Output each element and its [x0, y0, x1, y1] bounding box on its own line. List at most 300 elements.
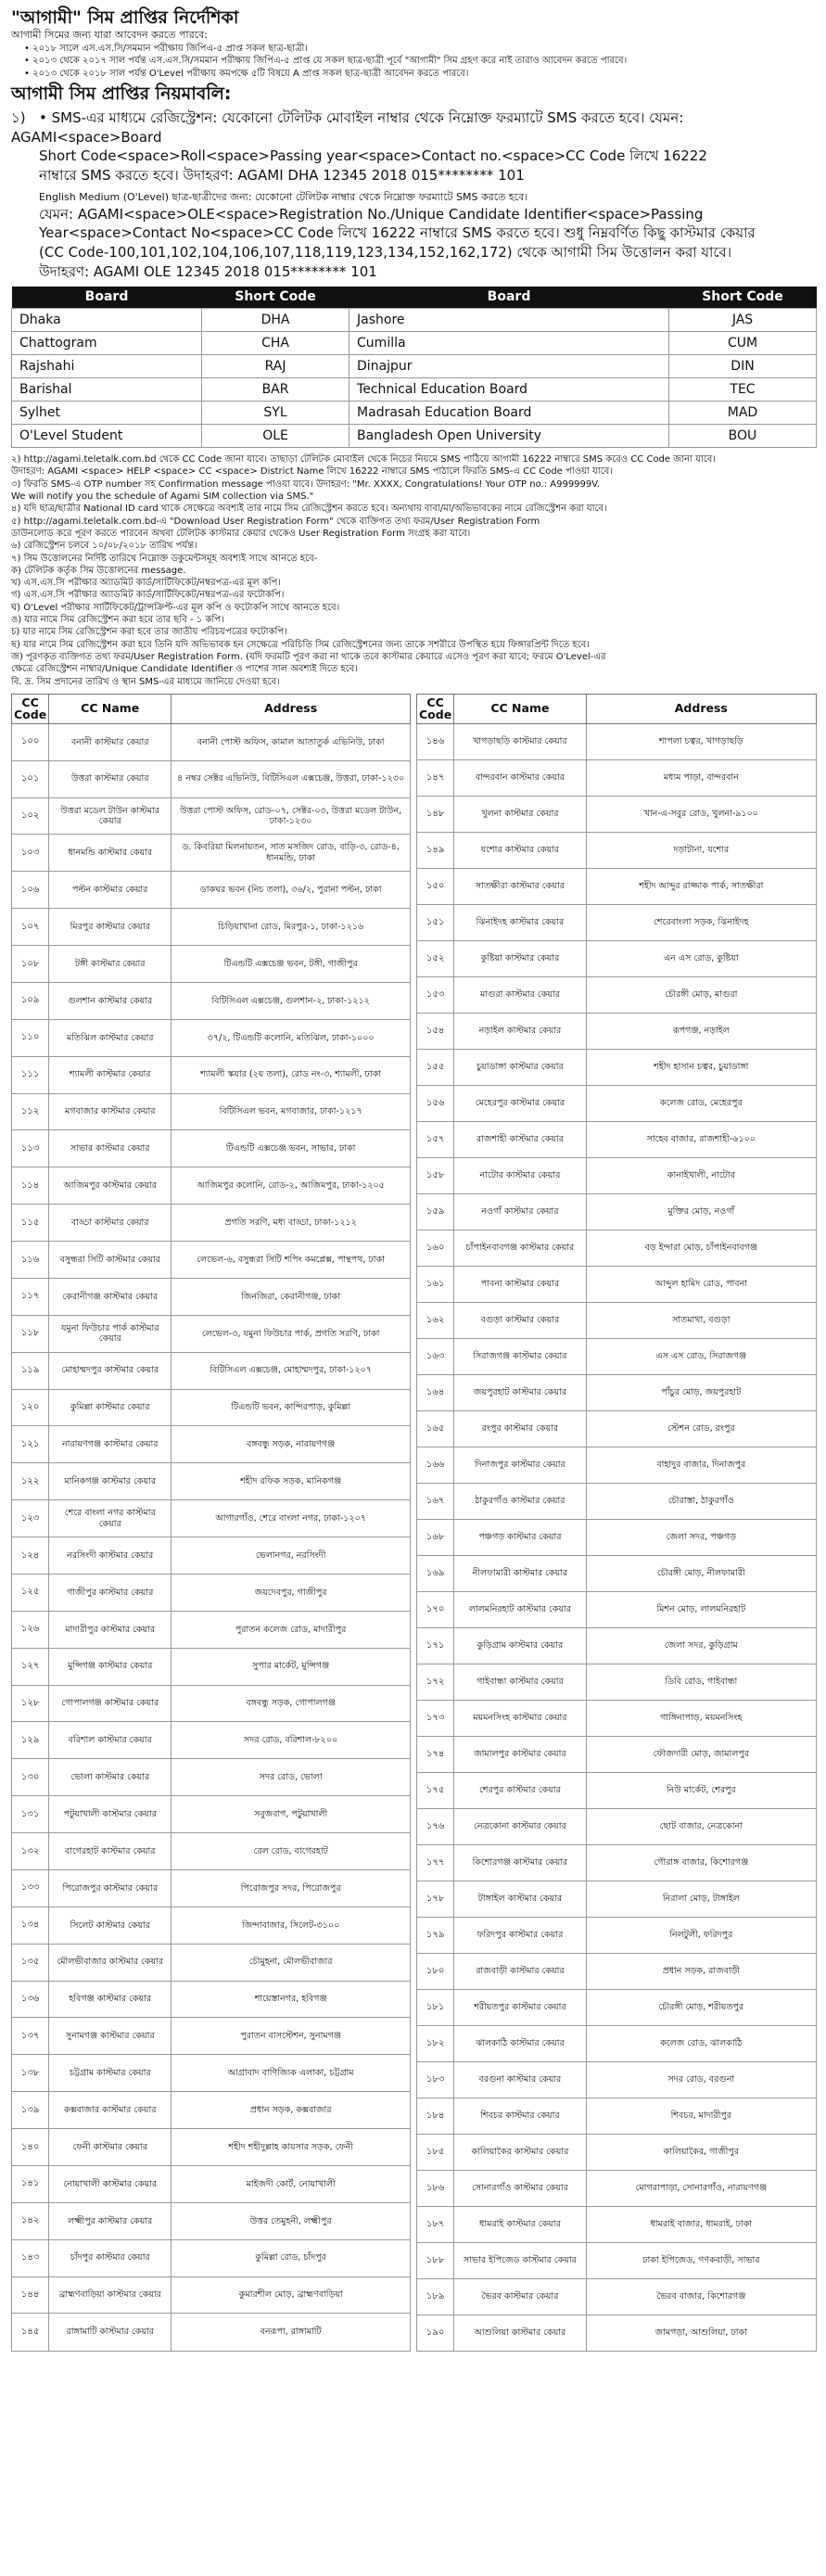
cc-row — [417, 2134, 817, 2170]
cc-address: রূপগঞ্জ, নড়াইল — [586, 1013, 816, 1049]
cc-name: চাঁপাইনবাবগঞ্জ কাস্টমার কেয়ার — [454, 1230, 586, 1266]
header-address: Address — [172, 694, 411, 723]
header-cc-code: CC Code — [12, 694, 49, 723]
cc-code: ১৫৪ — [417, 1013, 454, 1049]
customer-care-table-right — [416, 694, 817, 2352]
cc-code: ১৩৮ — [12, 2055, 49, 2092]
cc-code: ১৩০ — [12, 1759, 49, 1796]
cc-name: নড়াইল কাস্টমার কেয়ার — [454, 1013, 586, 1049]
cc-name: দিনাজপুর কাস্টমার কেয়ার — [454, 1447, 586, 1483]
cc-row — [417, 2061, 817, 2098]
sms-example-line: নাম্বারে SMS করতে হবে। উদাহরণ: AGAMI DHA 12345 2018 015******** 101 — [39, 167, 525, 184]
cc-address: বাহাদুর বাজার, দিনাজপুর — [586, 1447, 816, 1483]
cc-row — [417, 1844, 817, 1881]
cc-address: সদর রোড, ভোলা — [172, 1759, 411, 1796]
cc-code: ১১৯ — [12, 1352, 49, 1389]
cc-code: ১৫৮ — [417, 1157, 454, 1193]
cc-row — [417, 1049, 817, 1085]
cc-name: আশুলিয়া কাস্টমার কেয়ার — [454, 2315, 586, 2351]
board-name: O'Level Student — [12, 425, 202, 448]
cc-row — [417, 1266, 817, 1302]
note-line: ছ) যার নামে সিম রেজিস্ট্রেশন করা হবে তিনি যদি অভিভাবক হন সেক্ষেত্রে পরিচিতি সিম রেজিস্ট্রেশনের জন্য তাকে সশরীরে উপস্থিত হয়ে ফিঙ্গারপ্রিন্ট দিতে হবে। — [11, 639, 590, 650]
cc-address: উত্তরা পোস্ট অফিস, রোড-০৭, সেক্টর-০৩, উত্তরা মডেল টাউন, ঢাকা-১২৩০ — [172, 797, 411, 835]
cc-row — [12, 909, 411, 946]
cc-row — [12, 1833, 411, 1870]
cc-row — [12, 1315, 411, 1352]
cc-name: কুষ্টিয়া কাস্টমার কেয়ার — [454, 940, 586, 976]
cc-code: ১৩৪ — [12, 1906, 49, 1944]
cc-address: শহীদ আব্দুর রাজ্জাক পার্ক, সাতক্ষীরা — [586, 868, 816, 904]
cc-code: ১০৮ — [12, 946, 49, 983]
cc-code: ১৭৮ — [417, 1881, 454, 1917]
board-row — [12, 402, 817, 425]
cc-name: সিরাজগঞ্জ কাস্টমার কেয়ার — [454, 1338, 586, 1374]
cc-code: ১২৮ — [12, 1685, 49, 1722]
cc-name: বরিশাল কাস্টমার কেয়ার — [49, 1722, 172, 1759]
cc-row — [417, 1013, 817, 1049]
cc-code: ১০১ — [12, 760, 49, 797]
cc-code: ১৩২ — [12, 1833, 49, 1870]
cc-name: ঝালকাঠি কাস্টমার কেয়ার — [454, 2025, 586, 2061]
note-line: ক্ষেত্রে রেজিস্ট্রেশন নাম্বার/Unique Candidate Identifier ও পাশের সাল অবশ্যই দিতে হবে। — [11, 664, 358, 675]
cc-code: ১১৩ — [12, 1130, 49, 1167]
cc-code: ১৮৩ — [417, 2061, 454, 2098]
cc-code: ১৩৬ — [12, 1981, 49, 2018]
cc-code: ১৫৫ — [417, 1049, 454, 1085]
cc-name: জামালপুর কাস্টমার কেয়ার — [454, 1736, 586, 1772]
cc-name: ধামরাই কাস্টমার কেয়ার — [454, 2206, 586, 2242]
cc-address: মুক্তির মোড়, নওগাঁ — [586, 1193, 816, 1230]
cc-code: ১৮৬ — [417, 2170, 454, 2206]
cc-address: প্রধান সড়ক, রাজবাড়ী — [586, 1953, 816, 1989]
cc-address: শ্যামলী স্কয়ার (২য় তলা), রোড নং-৩, শ্যামলী, ঢাকা — [172, 1056, 411, 1093]
cc-address: শহীদ হাসান চত্বর, চুয়াডাঙ্গা — [586, 1049, 816, 1085]
cc-code: ১৮২ — [417, 2025, 454, 2061]
cc-code: ১৪৯ — [417, 832, 454, 868]
board-short-code: SYL — [202, 402, 349, 425]
cc-address: পুরাতন কলেজ রোড, মাদারীপুর — [172, 1611, 411, 1648]
cc-address: গাঙ্গিনাপাড়, ময়মনসিংহ — [586, 1700, 816, 1736]
cc-address: শিবচর, মাদারীপুর — [586, 2098, 816, 2134]
cc-code: ১১১ — [12, 1056, 49, 1093]
cc-name: পল্টন কাস্টমার কেয়ার — [49, 872, 172, 909]
cc-row — [12, 835, 411, 872]
board-name: Barishal — [12, 378, 202, 402]
cc-code: ১২৫ — [12, 1574, 49, 1611]
cc-name: কিশোরগঞ্জ কাস্টমার কেয়ার — [454, 1844, 586, 1881]
english-medium-line: English Medium (O'Level) ছাত্র-ছাত্রীদের জন্য: যেকোনো টেলিটক নাম্বার থেকে নিম্নোক্ত ফরম্যাটে SMS করতে হবে। — [39, 190, 528, 203]
cc-address: টিএন্ডটি এক্সচেঞ্জ ভবন, টঙ্গী, গাজীপুর — [172, 946, 411, 983]
cc-row — [12, 1242, 411, 1279]
cc-row — [12, 1205, 411, 1242]
cc-address: লেভেল-৬, বসুন্ধরা সিটি শপিং কমপ্লেক্স, পান্থপথ, ঢাকা — [172, 1242, 411, 1279]
cc-row — [12, 1648, 411, 1685]
instruction-notes — [11, 453, 817, 688]
cc-address: ডাকঘর ভবন (নিচ তলা), ৩৬/২, পুরানা পল্টন, ঢাকা — [172, 872, 411, 909]
cc-name: সোনারগাঁও কাস্টমার কেয়ার — [454, 2170, 586, 2206]
cc-code: ১৮৭ — [417, 2206, 454, 2242]
cc-code: ১০৯ — [12, 982, 49, 1019]
cc-address: ভৈরব বাজার, কিশোরগঞ্জ — [586, 2278, 816, 2315]
board-row — [12, 425, 817, 448]
cc-code: ১৫০ — [417, 868, 454, 904]
cc-code: ১৭৬ — [417, 1808, 454, 1844]
cc-row — [12, 1574, 411, 1611]
cc-name: শরীয়তপুর কাস্টমার কেয়ার — [454, 1989, 586, 2025]
cc-row — [12, 1019, 411, 1056]
cc-row — [12, 1130, 411, 1167]
cc-row — [417, 759, 817, 796]
cc-code: ১৪৩ — [12, 2239, 49, 2276]
cc-code: ১৩৭ — [12, 2018, 49, 2055]
note-line: We will notify you the schedule of Agami SIM collection via SMS." — [11, 491, 314, 503]
note-line: ঘ) O'Level পরীক্ষার সার্টিফিকেট/ট্রান্সক্রিপ্ট-এর মূল কপি ও ফটোকপি সাথে আনতে হবে। — [11, 602, 340, 613]
cc-name: শ্যামলী কাস্টমার কেয়ার — [49, 1056, 172, 1093]
board-name: Dhaka — [12, 309, 202, 332]
cc-row — [417, 976, 817, 1013]
cc-address: এন এস রোড, কুষ্টিয়া — [586, 940, 816, 976]
note-line: গ) এস.এস.সি পরীক্ষার অ্যাডমিট কার্ড/সার্টিফিকেট/নম্বরপত্র-এর ফটোকপি। — [11, 590, 285, 601]
header-board: Board — [349, 287, 669, 308]
cc-name: জয়পুরহাট কাস্টমার কেয়ার — [454, 1374, 586, 1410]
cc-code: ১১২ — [12, 1093, 49, 1130]
cc-name: মতিঝিল কাস্টমার কেয়ার — [49, 1019, 172, 1056]
cc-code-list-line: (CC Code-100,101,102,104,106,107,118,119,123,134,152,162,172) থেকে আগামী সিম উত্তোলন করা যাবে। — [39, 243, 732, 261]
cc-row — [12, 1463, 411, 1500]
cc-code: ১১৪ — [12, 1167, 49, 1205]
cc-code: ১২৬ — [12, 1611, 49, 1648]
cc-address: সদর রোড, বরগুনা — [586, 2061, 816, 2098]
cc-name: বনানী কাস্টমার কেয়ার — [49, 723, 172, 760]
header-board: Board — [12, 287, 202, 308]
cc-code: ১৭০ — [417, 1591, 454, 1627]
cc-row — [417, 1157, 817, 1193]
cc-code: ১১৫ — [12, 1205, 49, 1242]
cc-address: এস এস রোড, সিরাজগঞ্জ — [586, 1338, 816, 1374]
cc-row — [417, 1193, 817, 1230]
cc-name: মৌলভীবাজার কাস্টমার কেয়ার — [49, 1944, 172, 1981]
note-line: ২) http://agami.teletalk.com.bd থেকে CC Code জানা যাবে। তাছাড়া টেলিটক মোবাইল থেকে নিচের নিয়মে SMS পাঠিয়ে আগামী 16222 নাম্বারে SMS করেও CC Code জানা যাবে। — [11, 454, 716, 465]
cc-name: বান্দরবান কাস্টমার কেয়ার — [454, 759, 586, 796]
cc-address: বড় ইন্দারা মোড়, চাঁপাইনবাবগঞ্জ — [586, 1230, 816, 1266]
cc-code: ১২১ — [12, 1426, 49, 1463]
cc-address: জেলা সদর, কুড়িগ্রাম — [586, 1627, 816, 1664]
header-cc-code: CC Code — [417, 694, 454, 723]
note-line: ডাউনলোড করে পূরণ করতে পারবেন অথবা টেলিটক কাস্টমার কেয়ার থেকেও User Registration Form সংগ্রহ করা যাবে। — [11, 528, 471, 539]
cc-code: ১০২ — [12, 797, 49, 835]
cc-address: ডিবি রোড, গাইবান্ধা — [586, 1664, 816, 1700]
cc-address: জয়দেবপুর, গাজীপুর — [172, 1574, 411, 1611]
board-short-code: DIN — [668, 355, 816, 378]
step-1 — [11, 108, 817, 281]
cc-code: ১০৬ — [12, 872, 49, 909]
cc-address: আগ্রাবাদ বাণিজ্যিক এলাকা, চট্টগ্রাম — [172, 2055, 411, 2092]
cc-code: ১৭১ — [417, 1627, 454, 1664]
cc-name: নাটোর কাস্টমার কেয়ার — [454, 1157, 586, 1193]
cc-address: নিউ মার্কেট, শেরপুর — [586, 1772, 816, 1808]
cc-row — [12, 2314, 411, 2351]
cc-row — [12, 760, 411, 797]
cc-address: ঢাকা ইপিজেড, গণকবাড়ী, সাভার — [586, 2242, 816, 2278]
cc-name: কুমিল্লা কাস্টমার কেয়ার — [49, 1389, 172, 1426]
cc-code: ১৮৫ — [417, 2134, 454, 2170]
cc-address: রেল রোড, বাগেরহাট — [172, 1833, 411, 1870]
cc-address: কলেজ রোড, ঝালকাঠি — [586, 2025, 816, 2061]
cc-row — [417, 1121, 817, 1157]
note-line: ৩) ফিরতি SMS-এ OTP number সহ Confirmation message পাওয়া যাবে। উদাহরণ: "Mr. XXXX, Congratulations! Your OTP no.: A999999V. — [11, 478, 600, 490]
cc-name: খুলনা কাস্টমার কেয়ার — [454, 796, 586, 832]
cc-address: দড়াটানা, যশোর — [586, 832, 816, 868]
cc-address: মাইজদী কোর্ট, নোয়াখালী — [172, 2165, 411, 2202]
cc-address: ফৌজদারী মোড়, জামালপুর — [586, 1736, 816, 1772]
customer-care-table-left — [11, 694, 411, 2352]
cc-row — [417, 2206, 817, 2242]
cc-row — [12, 1167, 411, 1205]
step-1-number: ১) — [11, 108, 26, 126]
cc-row — [417, 1230, 817, 1266]
cc-name: টাঙ্গাইল কাস্টমার কেয়ার — [454, 1881, 586, 1917]
cc-address: আজিমপুর কলোনি, রোড-২, আজিমপুর, ঢাকা-১২০৫ — [172, 1167, 411, 1205]
cc-name: কক্সবাজার কাস্টমার কেয়ার — [49, 2092, 172, 2129]
cc-name: গুলশান কাস্টমার কেয়ার — [49, 982, 172, 1019]
cc-row — [12, 2018, 411, 2055]
cc-row — [417, 1772, 817, 1808]
cc-name: লালমনিরহাট কাস্টমার কেয়ার — [454, 1591, 586, 1627]
note-line: বি. দ্র. সিম প্রদানের তারিখ ও স্থান SMS-এর মাধ্যমে জানিয়ে দেওয়া হবে। — [11, 676, 280, 687]
cc-name: ঝিনাইদহ কাস্টমার কেয়ার — [454, 904, 586, 940]
cc-code: ১৪৫ — [12, 2314, 49, 2351]
cc-code: ১৮৮ — [417, 2242, 454, 2278]
cc-code: ১২৩ — [12, 1500, 49, 1537]
cc-code: ১০০ — [12, 723, 49, 760]
cc-code: ১৮১ — [417, 1989, 454, 2025]
cc-row — [417, 1483, 817, 1519]
cc-code: ১৭৩ — [417, 1700, 454, 1736]
cc-code: ১৫২ — [417, 940, 454, 976]
cc-row — [12, 982, 411, 1019]
cc-address: চৌরঙ্গী মোড়, নীলফামারী — [586, 1555, 816, 1591]
cc-name: নরসিংদী কাস্টমার কেয়ার — [49, 1537, 172, 1575]
cc-code: ১৫১ — [417, 904, 454, 940]
header-cc-name: CC Name — [454, 694, 586, 723]
cc-row — [417, 1591, 817, 1627]
board-table-body — [12, 309, 817, 448]
cc-row — [417, 1374, 817, 1410]
cc-row — [417, 1555, 817, 1591]
cc-code: ১৪২ — [12, 2202, 49, 2239]
board-code-table — [11, 287, 817, 448]
cc-address: সদর রোড, বরিশাল-৮২০০ — [172, 1722, 411, 1759]
cc-name: ফরিদপুর কাস্টমার কেয়ার — [454, 1917, 586, 1953]
cc-name: কালিয়াকৈর কাস্টমার কেয়ার — [454, 2134, 586, 2170]
cc-address: সবুজবাগ, পটুয়াখালী — [172, 1796, 411, 1833]
cc-row — [417, 832, 817, 868]
cc-name: খাগড়াছড়ি কাস্টমার কেয়ার — [454, 723, 586, 759]
cc-row — [417, 1519, 817, 1555]
bullet-icon: • — [39, 108, 47, 126]
board-name: Madrasah Education Board — [349, 402, 669, 425]
cc-row — [417, 1953, 817, 1989]
cc-name: নওগাঁ কাস্টমার কেয়ার — [454, 1193, 586, 1230]
cc-name: গোপালগঞ্জ কাস্টমার কেয়ার — [49, 1685, 172, 1722]
board-short-code: JAS — [668, 309, 816, 332]
cc-row — [12, 2092, 411, 2129]
sms-format-line: Short Code<space>Roll<space>Passing year<space>Contact no.<space>CC Code লিখে 16222 — [39, 147, 707, 165]
header-short-code: Short Code — [202, 287, 349, 308]
cc-row — [12, 1389, 411, 1426]
cc-code: ১২৯ — [12, 1722, 49, 1759]
cc-name: মাগুরা কাস্টমার কেয়ার — [454, 976, 586, 1013]
cc-address: উত্তর তেমুহনী, লক্ষ্মীপুর — [172, 2202, 411, 2239]
cc-name: ফেনী কাস্টমার কেয়ার — [49, 2129, 172, 2166]
cc-address: আব্দুল হামিদ রোড, পাবনা — [586, 1266, 816, 1302]
cc-name: মানিকগঞ্জ কাস্টমার কেয়ার — [49, 1463, 172, 1500]
note-line: খ) এস.এস.সি পরীক্ষার অ্যাডমিট কার্ড/সার্টিফিকেট/নম্বরপত্র-এর মূল কপি। — [11, 578, 282, 589]
cc-name: কেরানীগঞ্জ কাস্টমার কেয়ার — [49, 1278, 172, 1315]
cc-name: পটুয়াখালী কাস্টমার কেয়ার — [49, 1796, 172, 1833]
cc-address: মোগরাপাড়া, সোনারগাঁও, নারায়ণগঞ্জ — [586, 2170, 816, 2206]
cc-row — [12, 1759, 411, 1796]
board-row — [12, 378, 817, 402]
cc-code: ১০৭ — [12, 909, 49, 946]
cc-code: ১৬৯ — [417, 1555, 454, 1591]
header-address: Address — [586, 694, 816, 723]
cc-row — [12, 1611, 411, 1648]
cc-name: বসুন্ধরা সিটি কাস্টমার কেয়ার — [49, 1242, 172, 1279]
cc-row — [12, 1685, 411, 1722]
cc-name: যশোর কাস্টমার কেয়ার — [454, 832, 586, 868]
cc-code: ১৬৮ — [417, 1519, 454, 1555]
cc-address: আগারগাঁও, শেরে বাংলা নগর, ঢাকা-১২০৭ — [172, 1500, 411, 1537]
cc-address: বনরূপা, রাঙ্গামাটি — [172, 2314, 411, 2351]
cc-name: নীলফামারী কাস্টমার কেয়ার — [454, 1555, 586, 1591]
board-name: Cumilla — [349, 332, 669, 355]
cc-row — [417, 2315, 817, 2351]
cc-row — [12, 1352, 411, 1389]
cc-name: ময়মনসিংহ কাস্টমার কেয়ার — [454, 1700, 586, 1736]
cc-row — [12, 1278, 411, 1315]
cc-row — [12, 1426, 411, 1463]
board-short-code: OLE — [202, 425, 349, 448]
note-line: জ) পূরণকৃত ব্যক্তিগত তথ্য ফরম/User Registration Form. (যদি ফরমটি পূরণ করা না থাকে তবে কাস্টমার কেয়ারে এসেও পূরণ করা যাবে; ফরমে O'Level-এর — [11, 651, 606, 662]
cc-name: বাগেরহাট কাস্টমার কেয়ার — [49, 1833, 172, 1870]
note-line: ৫) http://agami.teletalk.com.bd-এ "Download User Registration Form" থেকে ব্যক্তিগত তথ্য ফরম/User Registration Form — [11, 516, 540, 527]
cc-name: মোহাম্মদপুর কাস্টমার কেয়ার — [49, 1352, 172, 1389]
cc-name: মাদারীপুর কাস্টমার কেয়ার — [49, 1611, 172, 1648]
note-line: ঙ) যার নামে সিম রেজিস্ট্রেশন করা হবে তার ছবি - ১ কপি। — [11, 615, 224, 626]
board-short-code: MAD — [668, 402, 816, 425]
cc-row — [12, 1796, 411, 1833]
cc-code: ১৪৬ — [417, 723, 454, 759]
cc-code: ১৬৫ — [417, 1410, 454, 1447]
english-format-line: যেমন: AGAMI<space>OLE<space>Registration No./Unique Candidate Identifier<space>Passing — [39, 205, 704, 223]
cc-address: কানাইখালী, নাটোর — [586, 1157, 816, 1193]
cc-row — [12, 1056, 411, 1093]
cc-name: ভৈরব কাস্টমার কেয়ার — [454, 2278, 586, 2315]
cc-row — [417, 1881, 817, 1917]
cc-name: সুনামগঞ্জ কাস্টমার কেয়ার — [49, 2018, 172, 2055]
header-short-code: Short Code — [668, 287, 816, 308]
cc-name: নোয়াখালী কাস্টমার কেয়ার — [49, 2165, 172, 2202]
board-short-code: RAJ — [202, 355, 349, 378]
cc-code: ১৬০ — [417, 1230, 454, 1266]
cc-row — [417, 868, 817, 904]
cc-row — [417, 1627, 817, 1664]
cc-name: যমুনা ফিউচার পার্ক কাস্টমার কেয়ার — [49, 1315, 172, 1352]
cc-row — [417, 1410, 817, 1447]
cc-name: চট্টগ্রাম কাস্টমার কেয়ার — [49, 2055, 172, 2092]
cc-name: শেরে বাংলা নগর কাস্টমার কেয়ার — [49, 1500, 172, 1537]
cc-name: চাঁদপুর কাস্টমার কেয়ার — [49, 2239, 172, 2276]
cc-address: কালিয়াকৈর, গাজীপুর — [586, 2134, 816, 2170]
rules-heading: আগামী সিম প্রাপ্তির নিয়মাবলি: — [11, 83, 232, 105]
note-line: উদাহরণ: AGAMI <space> HELP <space> CC <space> District Name লিখে 16222 নাম্বারে SMS পাঠালে ফিরতি SMS-এ CC Code পাওয়া যাবে। — [11, 466, 613, 478]
cc-row — [12, 1906, 411, 1944]
cc-name: রাঙ্গামাটি কাস্টমার কেয়ার — [49, 2314, 172, 2351]
cc-address: মিশন মোড়, লালমনিরহাট — [586, 1591, 816, 1627]
cc-address: চৌরঙ্গী মোড়, শরীয়তপুর — [586, 1989, 816, 2025]
cc-name: সাভার কাস্টমার কেয়ার — [49, 1130, 172, 1167]
cc-name: আজিমপুর কাস্টমার কেয়ার — [49, 1167, 172, 1205]
cc-address: জিন্দাবাজার, সিলেট-৩১০০ — [172, 1906, 411, 1944]
cc-code: ১৩৫ — [12, 1944, 49, 1981]
sms-format-line: SMS-এর মাধ্যমে রেজিস্ট্রেশন: যেকোনো টেলিটক মোবাইল নাম্বার থেকে নিম্নোক্ত ফরম্যাটে SMS করতে হবে। যেমন: AGAMI<space>Board — [11, 108, 684, 146]
cc-name: শিবচর কাস্টমার কেয়ার — [454, 2098, 586, 2134]
cc-table-header — [12, 694, 411, 723]
cc-row — [12, 2055, 411, 2092]
cc-address: বিটিসিএল এক্সচেঞ্জ, মোহাম্মদপুর, ঢাকা-১২০৭ — [172, 1352, 411, 1389]
cc-name: গাজীপুর কাস্টমার কেয়ার — [49, 1574, 172, 1611]
cc-code: ১৩১ — [12, 1796, 49, 1833]
cc-address: শহীদ শহীদুল্লাহ কায়সার সড়ক, ফেনী — [172, 2129, 411, 2166]
header-cc-name: CC Name — [49, 694, 172, 723]
cc-code: ১২৪ — [12, 1537, 49, 1575]
board-table-header — [12, 287, 817, 308]
cc-code: ১৭৭ — [417, 1844, 454, 1881]
cc-code: ১৬১ — [417, 1266, 454, 1302]
cc-address: সুপার মার্কেট, মুন্সিগঞ্জ — [172, 1648, 411, 1685]
cc-name: হবিগঞ্জ কাস্টমার কেয়ার — [49, 1981, 172, 2018]
cc-row — [417, 2242, 817, 2278]
cc-name: পঞ্চগড় কাস্টমার কেয়ার — [454, 1519, 586, 1555]
cc-address: ধামরাই বাজার, ধামরাই, ঢাকা — [586, 2206, 816, 2242]
cc-code: ১১৬ — [12, 1242, 49, 1279]
cc-address: লেভেল-৩, যমুনা ফিউচার পার্ক, প্রগতি সরণি, ঢাকা — [172, 1315, 411, 1352]
cc-row — [417, 1302, 817, 1338]
cc-address: চৌমুহনা, মৌলভীবাজার — [172, 1944, 411, 1981]
cc-address: নিরালা মোড়, টাঙ্গাইল — [586, 1881, 816, 1917]
eligibility-list — [11, 43, 817, 81]
board-row — [12, 332, 817, 355]
board-short-code: DHA — [202, 309, 349, 332]
cc-address: শায়েস্তানগর, হবিগঞ্জ — [172, 1981, 411, 2018]
board-name: Jashore — [349, 309, 669, 332]
cc-code: ১৬৬ — [417, 1447, 454, 1483]
cc-address: পুরাতন বাসস্টেশন, সুনামগঞ্জ — [172, 2018, 411, 2055]
cc-name: উত্তরা মডেল টাউন কাস্টমার কেয়ার — [49, 797, 172, 835]
cc-row — [417, 723, 817, 759]
cc-code: ১৮৪ — [417, 2098, 454, 2134]
board-short-code: TEC — [668, 378, 816, 402]
cc-row — [12, 797, 411, 835]
cc-row — [417, 2278, 817, 2315]
cc-code: ১২০ — [12, 1389, 49, 1426]
cc-row — [12, 2239, 411, 2276]
cc-row — [417, 1085, 817, 1121]
cc-code: ১২৭ — [12, 1648, 49, 1685]
cc-address: প্রগতি সরণি, মধ্য বাড্ডা, ঢাকা-১২১২ — [172, 1205, 411, 1242]
cc-row — [417, 1808, 817, 1844]
